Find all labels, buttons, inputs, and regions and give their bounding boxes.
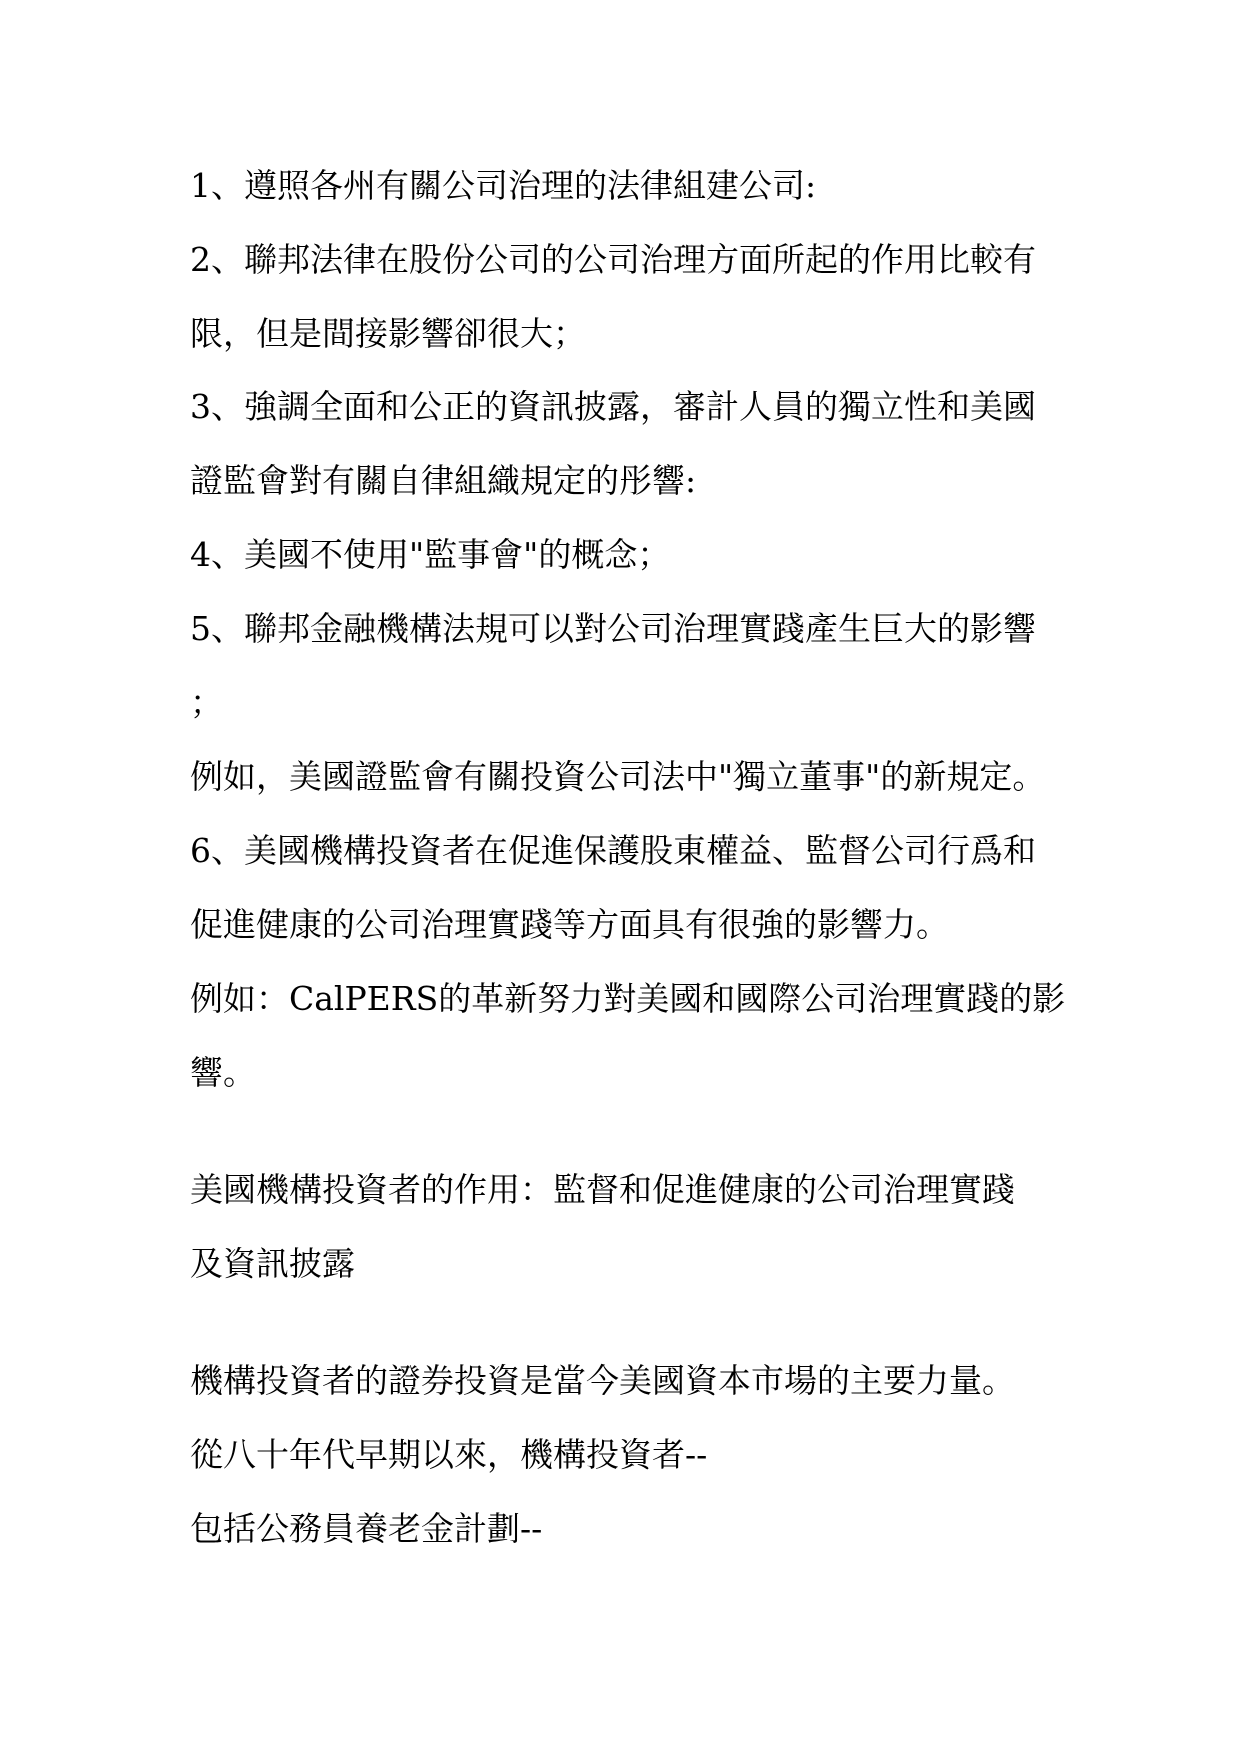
section-heading: 美國機構投資者的作用：監督和促進健康的公司治理實踐 [190,1170,1015,1209]
text-line: 3、強調全面和公正的資訊披露，審計人員的獨立性和美國 [190,387,1036,426]
text-line: 1、遵照各州有關公司治理的法律組建公司: [190,166,817,205]
text-line: 限，但是間接影響卻很大； [190,314,586,353]
text-line: 響。 [190,1053,256,1092]
text-line: 證監會對有關自律組織規定的彤響: [190,461,697,500]
text-line: 6、美國機構投資者在促進保護股東權益、監督公司行爲和 [190,831,1036,870]
text-line: 4、美國不使用"監事會"的概念； [190,535,671,574]
text-line: 例如，美國證監會有關投資公司法中"獨立董事"的新規定。 [190,757,1046,796]
text-line: ； [190,683,223,722]
text-line: 促進健康的公司治理實踐等方面具有很強的影響力。 [190,905,949,944]
text-line: 5、聯邦金融機構法規可以對公司治理實踐產生巨大的影響 [190,609,1036,648]
text-line: 2、聯邦法律在股份公司的公司治理方面所起的作用比較有 [190,240,1036,279]
text-line: 從八十年代早期以來，機構投資者-- [190,1435,708,1474]
text-line: 機構投資者的證券投資是當今美國資本市場的主要力量。 [190,1361,1015,1400]
section-heading: 及資訊披露 [190,1244,355,1283]
text-line: 例如：CalPERS的革新努力對美國和國際公司治理實踐的影 [190,979,1066,1018]
text-line: 包括公務員養老金計劃-- [190,1509,543,1548]
